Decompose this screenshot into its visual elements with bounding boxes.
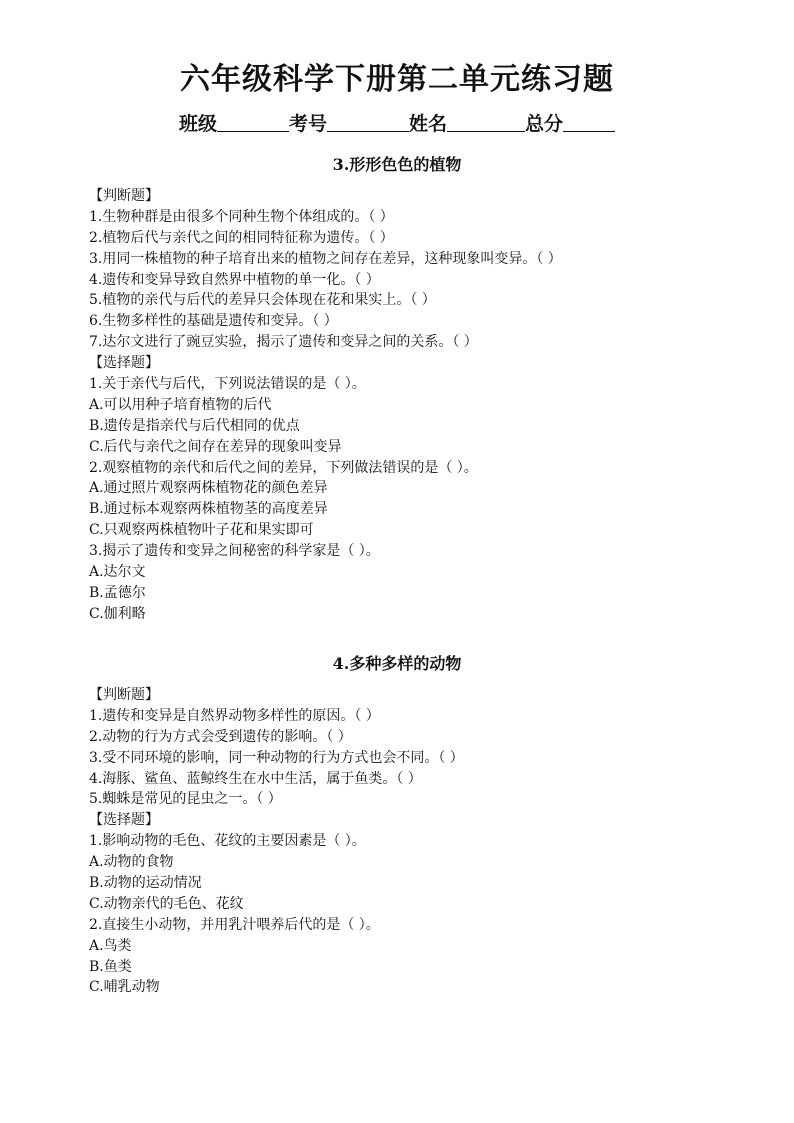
question-line: 2.植物后代与亲代之间的相同特征称为遗传。（ ） <box>89 229 394 246</box>
section-label: 【选择题】 <box>89 812 159 829</box>
class-blank[interactable] <box>217 111 289 132</box>
option-line: C.后代与亲代之间存在差异的现象叫变异 <box>89 438 342 455</box>
question-line: 7.达尔文进行了豌豆实验，揭示了遗传和变异之间的关系。（ ） <box>89 334 478 351</box>
name-label: 姓名 <box>409 113 448 135</box>
question-line: 6.生物多样性的基础是遗传和变异。（ ） <box>89 313 338 330</box>
score-label: 总分 <box>525 113 564 135</box>
section-label: 【判断题】 <box>89 687 159 703</box>
option-line: A.达尔文 <box>89 564 146 581</box>
question-line: 4.遗传和变异导致自然界中植物的单一化。（ ） <box>89 271 380 288</box>
question-line: 3.揭示了遗传和变异之间秘密的科学家是（ ）。 <box>89 543 380 560</box>
section-heading-animals: 4.多种多样的动物 <box>332 654 462 673</box>
exam-no-label: 考号 <box>288 113 327 135</box>
question-line: 5.蜘蛛是常见的昆虫之一。（ ） <box>89 791 282 808</box>
question-line: 1.影响动物的毛色、花纹的主要因素是（ ）。 <box>89 833 366 850</box>
section-label: 【选择题】 <box>89 355 159 372</box>
section-body-animals <box>89 685 729 998</box>
option-line: B.鱼类 <box>89 958 132 975</box>
question-line: 3.受不同环境的影响，同一种动物的行为方式也会不同。（ ） <box>89 749 464 766</box>
option-line: B.遗传是指亲代与后代相同的优点 <box>89 417 300 434</box>
section-body-plants <box>89 186 729 625</box>
option-line: A.可以用种子培育植物的后代 <box>89 396 272 413</box>
option-line: B.孟德尔 <box>89 584 146 601</box>
section-label: 【判断题】 <box>89 188 159 204</box>
question-line: 1.关于亲代与后代，下列说法错误的是（ ）。 <box>89 376 366 393</box>
option-line: A.动物的食物 <box>89 854 174 871</box>
question-line: 1.生物种群是由很多个同种生物个体组成的。（ ） <box>89 208 394 225</box>
question-line: 3.用同一株植物的种子培育出来的植物之间存在差异，这种现象叫变异。（ ） <box>89 250 562 267</box>
section-heading-plants: 3.形形色色的植物 <box>332 155 462 174</box>
option-line: B.动物的运动情况 <box>89 875 202 892</box>
exam-no-blank[interactable] <box>327 111 409 132</box>
option-line: C.动物亲代的毛色、花纹 <box>89 895 244 912</box>
question-line: 1.遗传和变异是自然界动物多样性的原因。（ ） <box>89 707 380 724</box>
question-line: 4.海豚、鲨鱼、蓝鲸终生在水中生活，属于鱼类。（ ） <box>89 770 422 787</box>
question-line: 5.植物的亲代与后代的差异只会体现在花和果实上。（ ） <box>89 292 436 309</box>
option-line: A.鸟类 <box>89 937 132 954</box>
question-line: 2.直接生小动物，并用乳汁喂养后代的是（ ）。 <box>89 916 380 933</box>
page-title: 六年级科学下册第二单元练习题 <box>180 62 614 97</box>
name-blank[interactable] <box>447 111 525 132</box>
class-label: 班级 <box>178 113 217 135</box>
score-blank[interactable] <box>563 111 615 132</box>
option-line: C.哺乳动物 <box>89 979 160 996</box>
option-line: C.伽利略 <box>89 605 146 622</box>
student-info-line <box>0 110 794 138</box>
option-line: C.只观察两株植物叶子花和果实即可 <box>89 522 314 539</box>
option-line: A.通过照片观察两株植物花的颜色差异 <box>89 480 328 497</box>
option-line: B.通过标本观察两株植物茎的高度差异 <box>89 501 328 518</box>
question-line: 2.观察植物的亲代和后代之间的差异，下列做法错误的是（ ）。 <box>89 459 478 476</box>
question-line: 2.动物的行为方式会受到遗传的影响。（ ） <box>89 728 352 745</box>
